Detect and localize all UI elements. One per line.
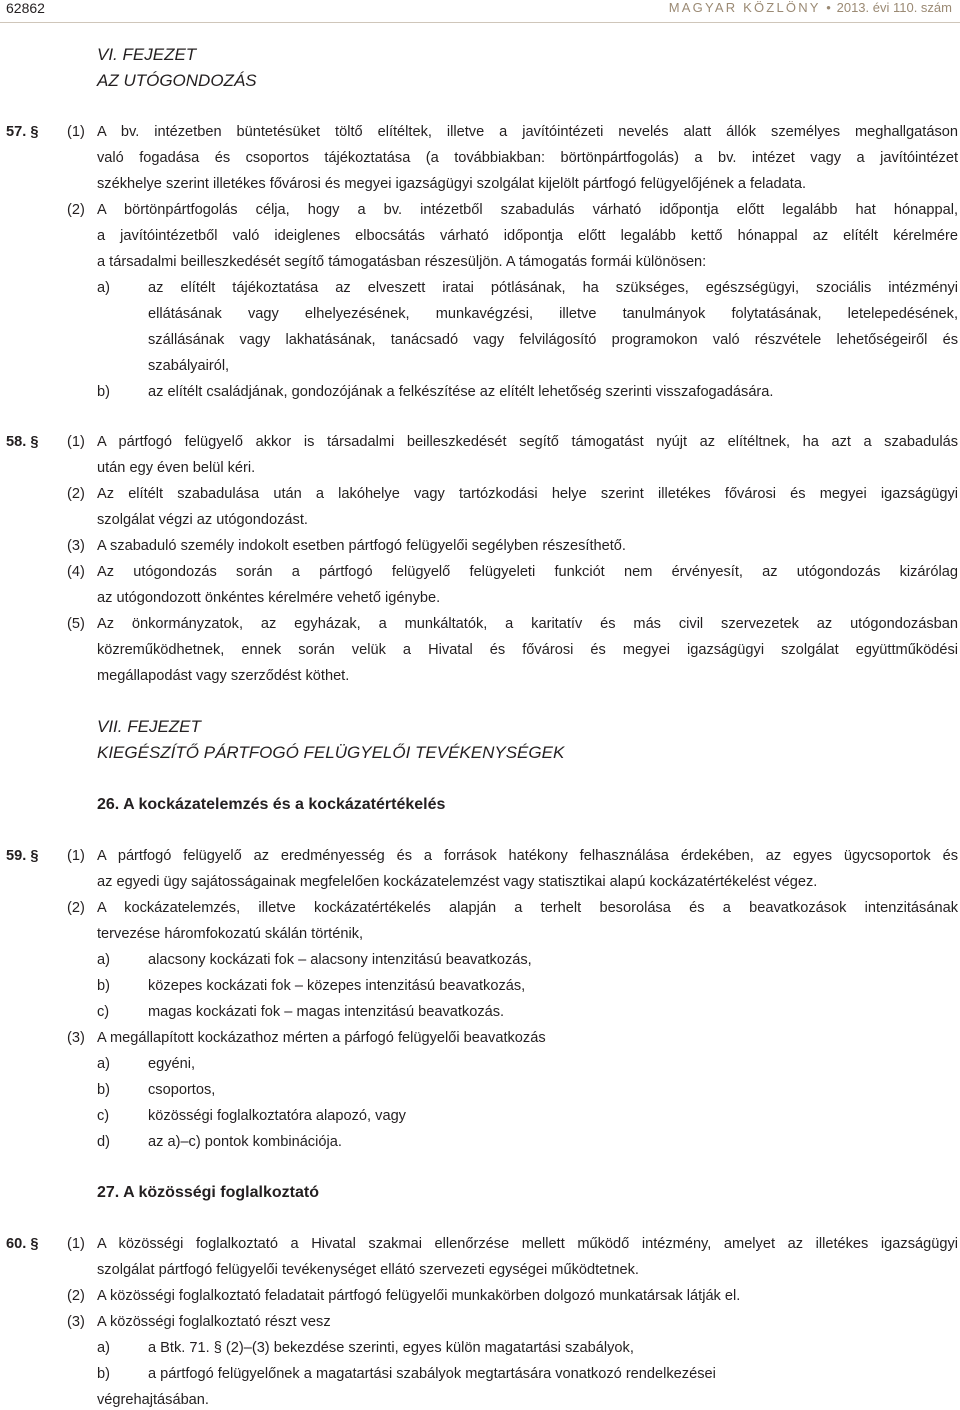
item-line: magas kockázati fok – magas intenzitású beavatkozás. xyxy=(148,1004,505,1020)
paragraph-line: A szabaduló személy indokolt esetben pártfogó felügyelői segélyben részesíthető. xyxy=(97,538,626,554)
item-line: a pártfogó felügyelőnek a magatartási szabályok megtartására vonatkozó rendelkezései xyxy=(148,1366,716,1382)
paragraph-line: után egy éven belül kéri. xyxy=(97,460,256,476)
paragraph-line: Az elítélt szabadulása után a lakóhelye vagy tartózkodási helye szerint illetékes fővárosi és megyei igazságügyi xyxy=(97,486,958,502)
paragraph-number: (2) xyxy=(67,202,85,218)
item-letter: b) xyxy=(97,384,110,400)
item-line: az elítélt tájékoztatása az elveszett iratai pótlásának, ha szükséges, egészségügyi, szociális intézményi xyxy=(148,280,958,296)
item-letter: b) xyxy=(97,1366,110,1382)
section-heading-27: 27. A közösségi foglalkoztató xyxy=(97,1184,319,1201)
paragraph-line: az utógondozott önkéntes kérelmére vehető igénybe. xyxy=(97,590,441,606)
paragraph-line: Az utógondozás során a pártfogó felügyelő felügyeleti funkciót nem érvényesít, az utógondozás kizárólag xyxy=(97,564,958,580)
paragraph-number: (4) xyxy=(67,564,85,580)
item-letter: a) xyxy=(97,280,110,296)
page-number: 62862 xyxy=(6,0,45,16)
chapter-subtitle: KIEGÉSZÍTŐ PÁRTFOGÓ FELÜGYELŐI TEVÉKENYSÉGEK xyxy=(97,743,565,762)
paragraph-line: szolgálat végzi az utógondozást. xyxy=(97,512,308,528)
paragraph-line: közreműködhetnek, ennek során velük a Hivatal és fővárosi és megyei igazságügyi szolgálat együttműködési xyxy=(97,642,958,658)
paragraph-number: (2) xyxy=(67,486,85,502)
item-letter: d) xyxy=(97,1134,110,1150)
item-line: alacsony kockázati fok – alacsony intenzitású beavatkozás, xyxy=(148,952,532,968)
paragraph-line: Az önkormányzatok, az egyházak, a munkáltatók, a karitatív és más civil szervezetek az utógondozásban xyxy=(97,616,958,632)
paragraph-line: A megállapított kockázathoz mérten a párfogó felügyelői beavatkozás xyxy=(97,1030,546,1046)
item-letter: a) xyxy=(97,1340,110,1356)
section-label-59: 59. § xyxy=(6,848,39,864)
paragraph-line: az egyedi ügy sajátosságainak megfelelően kockázatelemzést vagy statisztikai alapú kockázatértékelést végez. xyxy=(97,874,818,890)
item-letter: b) xyxy=(97,978,110,994)
item-line: közösségi foglalkoztatóra alapozó, vagy xyxy=(148,1108,406,1124)
header-separator: • xyxy=(826,0,831,15)
header-rule xyxy=(0,22,960,23)
paragraph-line: A közösségi foglalkoztató feladatait pártfogó felügyelői munkakörben dolgozó munkatársak látják el. xyxy=(97,1288,741,1304)
paragraph-line: A közösségi foglalkoztató részt vesz xyxy=(97,1314,331,1330)
section-label-58: 58. § xyxy=(6,434,39,450)
paragraph-number: (3) xyxy=(67,538,85,554)
item-line: az elítélt családjának, gondozójának a felkészítése az elítélt lehetőség szerinti visszafogadására. xyxy=(148,384,774,400)
section-label-60: 60. § xyxy=(6,1236,39,1252)
paragraph-line: megállapodást vagy szerződést köthet. xyxy=(97,668,350,684)
item-line: szállásának vagy lakhatásának, tanácsadó vagy felvilágosító programokon való részvétele lehetőségeiről és xyxy=(148,332,958,348)
item-letter: c) xyxy=(97,1004,110,1020)
journal-name: MAGYAR KÖZLÖNY xyxy=(668,0,821,15)
item-line: ellátásának vagy elhelyezésének, munkavégzési, illetve tanulmányok folytatásának, letelepedésének, xyxy=(148,306,958,322)
chapter-title: VI. FEJEZET xyxy=(97,45,197,64)
paragraph-line: A bv. intézetben büntetésüket töltő elítéltek, illetve a javítóintézeti nevelés alatt állók személyes meghallgatáson xyxy=(97,124,958,140)
chapter-subtitle: AZ UTÓGONDOZÁS xyxy=(97,71,257,90)
paragraph-line: A közösségi foglalkoztató a Hivatal szakmai ellenőrzése mellett működő intézmény, amelyet az illetékes igazságügyi xyxy=(97,1236,958,1252)
paragraph-line: tervezése háromfokozatú skálán történik, xyxy=(97,926,364,942)
item-line: a Btk. 71. § (2)–(3) bekezdése szerinti, egyes külön magatartási szabályok, xyxy=(148,1340,634,1356)
item-line: végrehajtásában. xyxy=(97,1392,209,1408)
paragraph-number: (3) xyxy=(67,1314,85,1330)
paragraph-number: (2) xyxy=(67,1288,85,1304)
item-line: az a)–c) pontok kombinációja. xyxy=(148,1134,342,1150)
paragraph-line: A pártfogó felügyelő akkor is társadalmi beilleszkedését segítő támogatást nyújt az elítéltnek, ha azt a szabadulás xyxy=(97,434,958,450)
paragraph-line: székhelye szerint illetékes fővárosi és megyei igazságügyi szolgálat kijelölt pártfogó felügyelőjének a feladata. xyxy=(97,176,807,192)
paragraph-line: A kockázatelemzés, illetve kockázatértékelés alapján a terhelt besorolása és a beavatkozások intenzitásának xyxy=(97,900,958,916)
item-line: szabályairól, xyxy=(148,358,230,374)
paragraph-line: A börtönpártfogolás célja, hogy a bv. intézetből szabadulás várható időpontja előtt legalább hat hónappal, xyxy=(97,202,958,218)
paragraph-line: szolgálat pártfogó felügyelői tevékenységet ellátó szervezeti egységei működtetnek. xyxy=(97,1262,639,1278)
item-line: csoportos, xyxy=(148,1082,216,1098)
paragraph-line: a társadalmi beilleszkedését segítő támogatásban részesüljön. A támogatás formái különösen: xyxy=(97,254,707,270)
item-line: egyéni, xyxy=(148,1056,196,1072)
issue-number: 2013. évi 110. szám xyxy=(836,0,952,15)
item-letter: c) xyxy=(97,1108,110,1124)
paragraph-number: (1) xyxy=(67,848,85,864)
paragraph-number: (1) xyxy=(67,434,85,450)
running-header xyxy=(669,0,952,16)
item-letter: b) xyxy=(97,1082,110,1098)
paragraph-line: a javítóintézetből való ideiglenes elbocsátás várható időpontja előtt legalább kettő hónappal az elítélt kérelmére xyxy=(97,228,958,244)
paragraph-number: (2) xyxy=(67,900,85,916)
paragraph-number: (1) xyxy=(67,1236,85,1252)
section-label-57: 57. § xyxy=(6,124,39,140)
paragraph-number: (3) xyxy=(67,1030,85,1046)
paragraph-line: A pártfogó felügyelő az eredményesség és a források hatékony felhasználása érdekében, az egyes ügycsoportok és xyxy=(97,848,958,864)
paragraph-number: (1) xyxy=(67,124,85,140)
item-line: közepes kockázati fok – közepes intenzitású beavatkozás, xyxy=(148,978,526,994)
section-heading-26: 26. A kockázatelemzés és a kockázatértékelés xyxy=(97,796,446,813)
item-letter: a) xyxy=(97,952,110,968)
paragraph-line: való fogadása és csoportos tájékoztatása (a továbbiakban: börtönpártfogolás) a bv. intézet vagy a javítóintézet xyxy=(97,150,958,166)
paragraph-number: (5) xyxy=(67,616,85,632)
item-letter: a) xyxy=(97,1056,110,1072)
chapter-title: VII. FEJEZET xyxy=(97,717,201,736)
